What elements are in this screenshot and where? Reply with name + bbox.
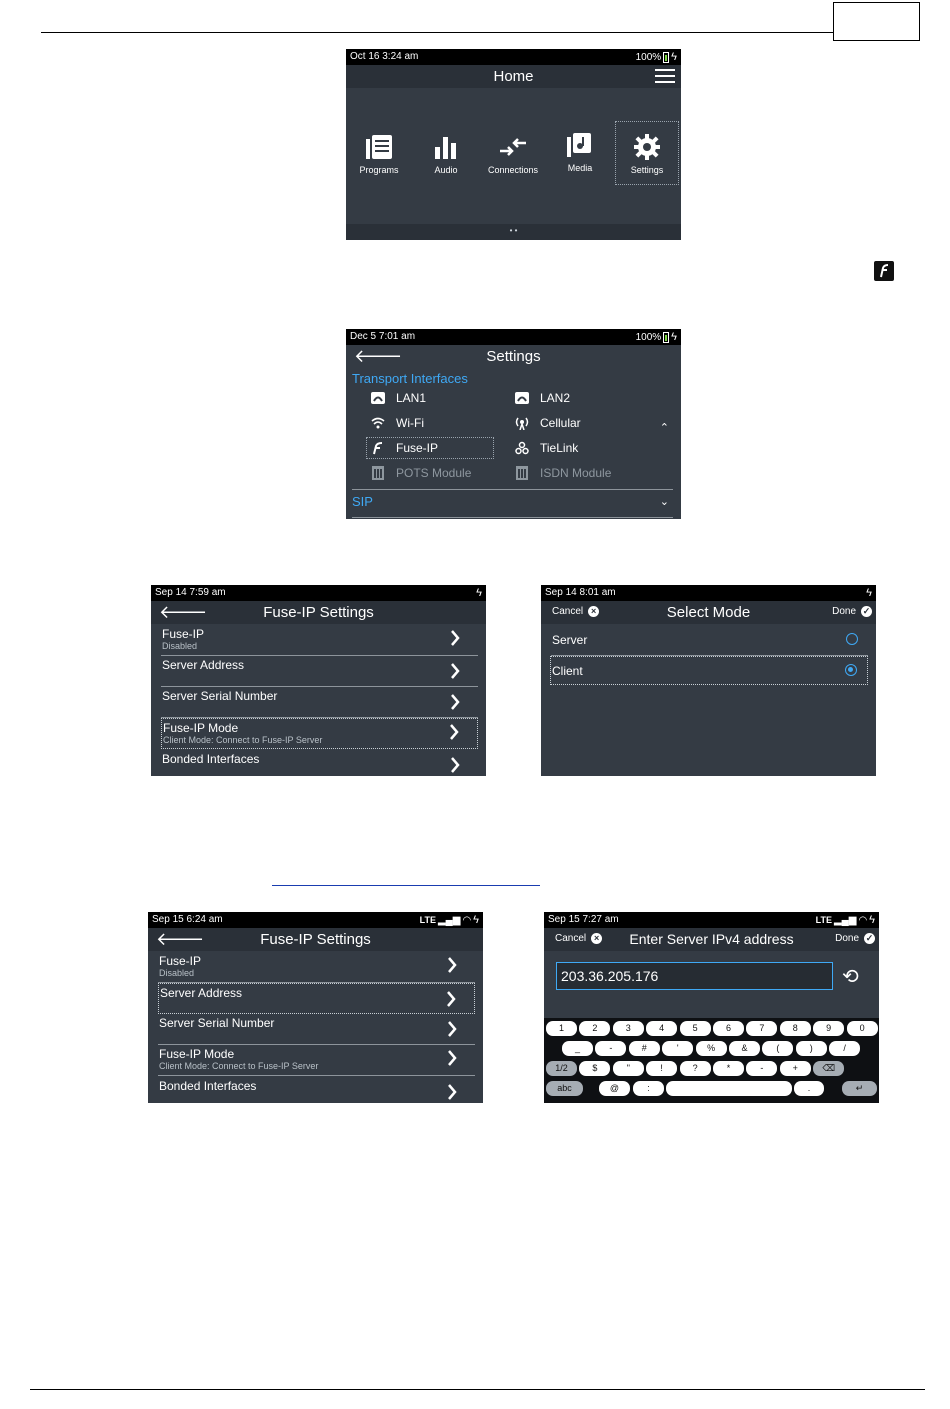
divider bbox=[352, 489, 673, 490]
key-u41[interactable]: ) bbox=[796, 1041, 827, 1056]
key-u63[interactable]: ? bbox=[680, 1061, 711, 1076]
item-pots-module[interactable] bbox=[370, 466, 471, 480]
chevron-right-icon bbox=[450, 693, 460, 711]
key-1u472[interactable]: 1/2 bbox=[546, 1061, 577, 1076]
key-u46[interactable]: . bbox=[794, 1081, 824, 1096]
key-u9003[interactable]: ⌫ bbox=[813, 1061, 844, 1076]
item-tielink[interactable] bbox=[514, 441, 578, 455]
chevron-right-icon bbox=[447, 1083, 457, 1101]
key-u34[interactable]: " bbox=[613, 1061, 644, 1076]
row-label: Server Serial Number bbox=[162, 689, 278, 703]
row-label: Fuse-IP bbox=[159, 954, 202, 968]
audio-label: Audio bbox=[434, 165, 458, 175]
key-u43[interactable]: + bbox=[780, 1061, 811, 1076]
key-u45[interactable]: - bbox=[746, 1061, 777, 1076]
screen-title: Home bbox=[493, 68, 534, 85]
option-label: Server bbox=[552, 633, 588, 647]
page-indicator[interactable]: • • bbox=[346, 224, 681, 240]
status-bar bbox=[541, 585, 876, 601]
row-label: Bonded Interfaces bbox=[159, 1079, 257, 1093]
server-ip-input[interactable]: 203.36.205.176 bbox=[556, 962, 833, 990]
wifi-icon: ◠ bbox=[858, 914, 868, 926]
key-u36[interactable]: $ bbox=[579, 1061, 610, 1076]
option-client[interactable] bbox=[550, 656, 868, 685]
key-0[interactable]: 0 bbox=[847, 1021, 878, 1036]
item-label: LAN2 bbox=[540, 391, 571, 405]
charging-icon: ϟ bbox=[671, 51, 677, 63]
status-time: Sep 14 8:01 am bbox=[545, 587, 616, 598]
lte-indicator: LTE bbox=[815, 915, 832, 925]
row-fuse-ip-mode[interactable] bbox=[158, 1045, 475, 1076]
lte-indicator: LTE bbox=[419, 915, 436, 925]
charging-icon: ϟ bbox=[671, 331, 677, 343]
gear-icon bbox=[632, 133, 662, 161]
title-bar bbox=[541, 601, 876, 624]
wifi-icon: ◠ bbox=[462, 914, 472, 926]
row-sublabel: Client Mode: Connect to Fuse-IP Server bbox=[159, 1061, 319, 1071]
status-bar bbox=[346, 329, 681, 345]
option-label: Client bbox=[552, 664, 583, 678]
done-button[interactable] bbox=[835, 933, 875, 944]
item-isdn-module[interactable] bbox=[514, 466, 611, 480]
key-u40[interactable]: ( bbox=[762, 1041, 793, 1056]
section-transport-interfaces[interactable]: Transport Interfaces bbox=[352, 371, 468, 386]
fuse-ip-icon bbox=[370, 441, 386, 455]
chevron-up-icon[interactable]: ⌃ bbox=[659, 422, 669, 434]
status-time: Sep 14 7:59 am bbox=[155, 587, 226, 598]
radio-selected-icon[interactable] bbox=[845, 664, 857, 676]
key-u33[interactable]: ! bbox=[646, 1061, 677, 1076]
settings-screen bbox=[346, 329, 681, 519]
key-1[interactable]: 1 bbox=[546, 1021, 577, 1036]
key-4[interactable]: 4 bbox=[646, 1021, 677, 1036]
fuse-ip-settings-screen bbox=[151, 585, 486, 776]
status-bar bbox=[346, 49, 681, 65]
ip-entry-screen bbox=[544, 912, 879, 1103]
title-bar bbox=[151, 601, 486, 624]
back-arrow-icon[interactable]: 🡐 bbox=[159, 602, 208, 622]
row-fuse-ip-mode[interactable] bbox=[161, 718, 478, 749]
charging-icon: ϟ bbox=[866, 587, 872, 599]
key-u58[interactable]: : bbox=[633, 1081, 664, 1096]
row-label: Server Address bbox=[160, 986, 243, 1000]
item-lan2[interactable] bbox=[514, 391, 570, 405]
connections-arrows-icon bbox=[498, 133, 528, 161]
item-fuse-ip[interactable] bbox=[370, 441, 438, 455]
row-label: Server Address bbox=[162, 658, 245, 672]
charging-icon: ϟ bbox=[473, 914, 479, 926]
row-server-address[interactable] bbox=[161, 656, 478, 687]
status-time: Sep 15 6:24 am bbox=[152, 914, 223, 925]
header-rule bbox=[41, 32, 834, 33]
row-fuse-ip[interactable] bbox=[161, 625, 478, 656]
charging-icon: ϟ bbox=[869, 914, 875, 926]
section-sip[interactable]: SIP bbox=[352, 494, 373, 509]
done-button[interactable] bbox=[832, 606, 872, 617]
row-server-serial-number[interactable] bbox=[158, 1014, 475, 1045]
chevron-right-icon bbox=[449, 723, 459, 741]
option-server[interactable] bbox=[551, 626, 868, 656]
footer-rule bbox=[30, 1389, 925, 1390]
connections-button[interactable] bbox=[484, 133, 542, 175]
battery-icon bbox=[663, 332, 669, 343]
title-bar bbox=[346, 345, 681, 368]
chevron-down-icon[interactable]: ⌄ bbox=[659, 496, 669, 508]
settings-button[interactable] bbox=[618, 133, 676, 175]
programs-label: Programs bbox=[359, 165, 399, 175]
item-label: Wi-Fi bbox=[396, 416, 424, 430]
chevron-right-icon bbox=[447, 956, 457, 974]
chevron-right-icon bbox=[446, 990, 456, 1008]
status-time: Sep 15 7:27 am bbox=[548, 914, 619, 925]
key-u8629[interactable]: ↵ bbox=[842, 1081, 877, 1096]
row-label: Server Serial Number bbox=[159, 1016, 275, 1030]
row-label: Fuse-IP Mode bbox=[163, 721, 239, 735]
media-button[interactable] bbox=[551, 131, 609, 173]
charging-icon: ϟ bbox=[476, 587, 482, 599]
lan-icon bbox=[514, 391, 530, 405]
key-u95[interactable]: _ bbox=[562, 1041, 593, 1056]
key-u64[interactable]: @ bbox=[599, 1081, 630, 1096]
module-icon bbox=[370, 466, 386, 480]
lan-icon bbox=[370, 391, 386, 405]
battery-percent: 100% bbox=[635, 51, 662, 63]
key-u35[interactable]: # bbox=[629, 1041, 660, 1056]
key-7[interactable]: 7 bbox=[746, 1021, 777, 1036]
done-label: Done bbox=[832, 606, 856, 617]
hyperlink-underline[interactable] bbox=[272, 885, 540, 886]
history-icon[interactable]: ⟲ bbox=[842, 966, 859, 988]
key-space[interactable] bbox=[666, 1081, 792, 1096]
screen-title: Fuse-IP Settings bbox=[260, 931, 371, 948]
item-lan1[interactable] bbox=[370, 391, 426, 405]
key-5[interactable]: 5 bbox=[680, 1021, 711, 1036]
tielink-icon bbox=[514, 441, 530, 455]
cancel-x-icon: × bbox=[588, 606, 599, 617]
back-arrow-icon[interactable]: 🡐 bbox=[354, 346, 403, 366]
radio-unselected-icon[interactable] bbox=[846, 633, 858, 645]
chevron-right-icon bbox=[450, 756, 460, 774]
cancel-x-icon: × bbox=[591, 933, 602, 944]
item-label: ISDN Module bbox=[540, 466, 612, 480]
item-label: Cellular bbox=[540, 416, 581, 430]
battery-percent: 100% bbox=[635, 331, 662, 343]
title-bar bbox=[544, 928, 879, 951]
item-label: TieLink bbox=[540, 441, 579, 455]
wifi-icon bbox=[370, 416, 386, 430]
key-8[interactable]: 8 bbox=[780, 1021, 811, 1036]
row-fuse-ip[interactable] bbox=[158, 952, 475, 983]
done-label: Done bbox=[835, 933, 859, 944]
media-label: Media bbox=[567, 163, 593, 173]
key-u45[interactable]: - bbox=[595, 1041, 626, 1056]
audio-bars-icon bbox=[431, 133, 461, 161]
signal-bars-icon: ▂▄▆ bbox=[833, 914, 857, 926]
audio-button[interactable] bbox=[417, 133, 475, 175]
on-screen-keyboard bbox=[544, 1018, 879, 1103]
select-mode-screen bbox=[541, 585, 876, 776]
back-arrow-icon[interactable]: 🡐 bbox=[156, 929, 205, 949]
key-2[interactable]: 2 bbox=[579, 1021, 610, 1036]
row-bonded-interfaces[interactable] bbox=[158, 1077, 475, 1103]
cancel-label: Cancel bbox=[555, 933, 587, 944]
key-u39[interactable]: ' bbox=[662, 1041, 693, 1056]
item-cellular[interactable] bbox=[514, 416, 581, 430]
chevron-right-icon bbox=[447, 1020, 457, 1038]
item-label: LAN1 bbox=[396, 391, 427, 405]
row-label: Fuse-IP Mode bbox=[159, 1047, 235, 1061]
chevron-right-icon bbox=[447, 1049, 457, 1067]
done-check-icon: ✓ bbox=[865, 933, 874, 943]
row-label: Bonded Interfaces bbox=[162, 752, 260, 766]
chevron-right-icon bbox=[450, 629, 460, 647]
status-bar bbox=[544, 912, 879, 928]
page-number-box bbox=[833, 2, 920, 41]
screen-title: Enter Server IPv4 address bbox=[629, 931, 794, 947]
fuse-ip-settings-screen-2 bbox=[148, 912, 483, 1103]
row-bonded-interfaces[interactable] bbox=[161, 750, 478, 776]
menu-icon[interactable] bbox=[655, 69, 675, 83]
programs-button[interactable] bbox=[350, 133, 408, 175]
cancel-label: Cancel bbox=[552, 606, 584, 617]
status-bar bbox=[151, 585, 486, 601]
done-check-icon: ✓ bbox=[862, 606, 871, 616]
title-bar bbox=[346, 65, 681, 88]
screen-title: Settings bbox=[486, 348, 541, 365]
key-9[interactable]: 9 bbox=[813, 1021, 844, 1036]
item-label: Fuse-IP bbox=[396, 441, 439, 455]
connections-label: Connections bbox=[487, 165, 539, 175]
media-note-icon bbox=[565, 131, 595, 159]
status-time: Dec 5 7:01 am bbox=[350, 331, 416, 342]
battery-icon bbox=[663, 52, 669, 63]
settings-label: Settings bbox=[630, 165, 664, 175]
item-label: POTS Module bbox=[396, 466, 472, 480]
signal-bars-icon: ▂▄▆ bbox=[437, 914, 461, 926]
row-server-address[interactable] bbox=[158, 983, 475, 1014]
row-server-serial-number[interactable] bbox=[161, 687, 478, 718]
key-abc[interactable]: abc bbox=[546, 1081, 583, 1096]
row-sublabel: Disabled bbox=[159, 968, 195, 978]
status-time: Oct 16 3:24 am bbox=[350, 51, 419, 62]
module-icon bbox=[514, 466, 530, 480]
status-bar bbox=[148, 912, 483, 928]
key-u42[interactable]: * bbox=[713, 1061, 744, 1076]
key-u47[interactable]: / bbox=[829, 1041, 860, 1056]
divider bbox=[352, 517, 673, 518]
key-3[interactable]: 3 bbox=[613, 1021, 644, 1036]
fuse-ip-icon bbox=[874, 261, 894, 281]
chevron-right-icon bbox=[450, 662, 460, 680]
programs-icon bbox=[364, 133, 394, 161]
row-label: Fuse-IP bbox=[162, 627, 205, 641]
key-u38[interactable]: & bbox=[729, 1041, 760, 1056]
screen-title: Fuse-IP Settings bbox=[263, 604, 374, 621]
key-u37[interactable]: % bbox=[696, 1041, 727, 1056]
screen-title: Select Mode bbox=[666, 604, 751, 621]
title-bar bbox=[148, 928, 483, 951]
item-wifi[interactable] bbox=[370, 416, 424, 430]
row-sublabel: Disabled bbox=[162, 641, 198, 651]
home-screen bbox=[346, 49, 681, 240]
row-sublabel: Client Mode: Connect to Fuse-IP Server bbox=[163, 735, 323, 745]
key-6[interactable]: 6 bbox=[713, 1021, 744, 1036]
cellular-antenna-icon bbox=[514, 416, 530, 430]
